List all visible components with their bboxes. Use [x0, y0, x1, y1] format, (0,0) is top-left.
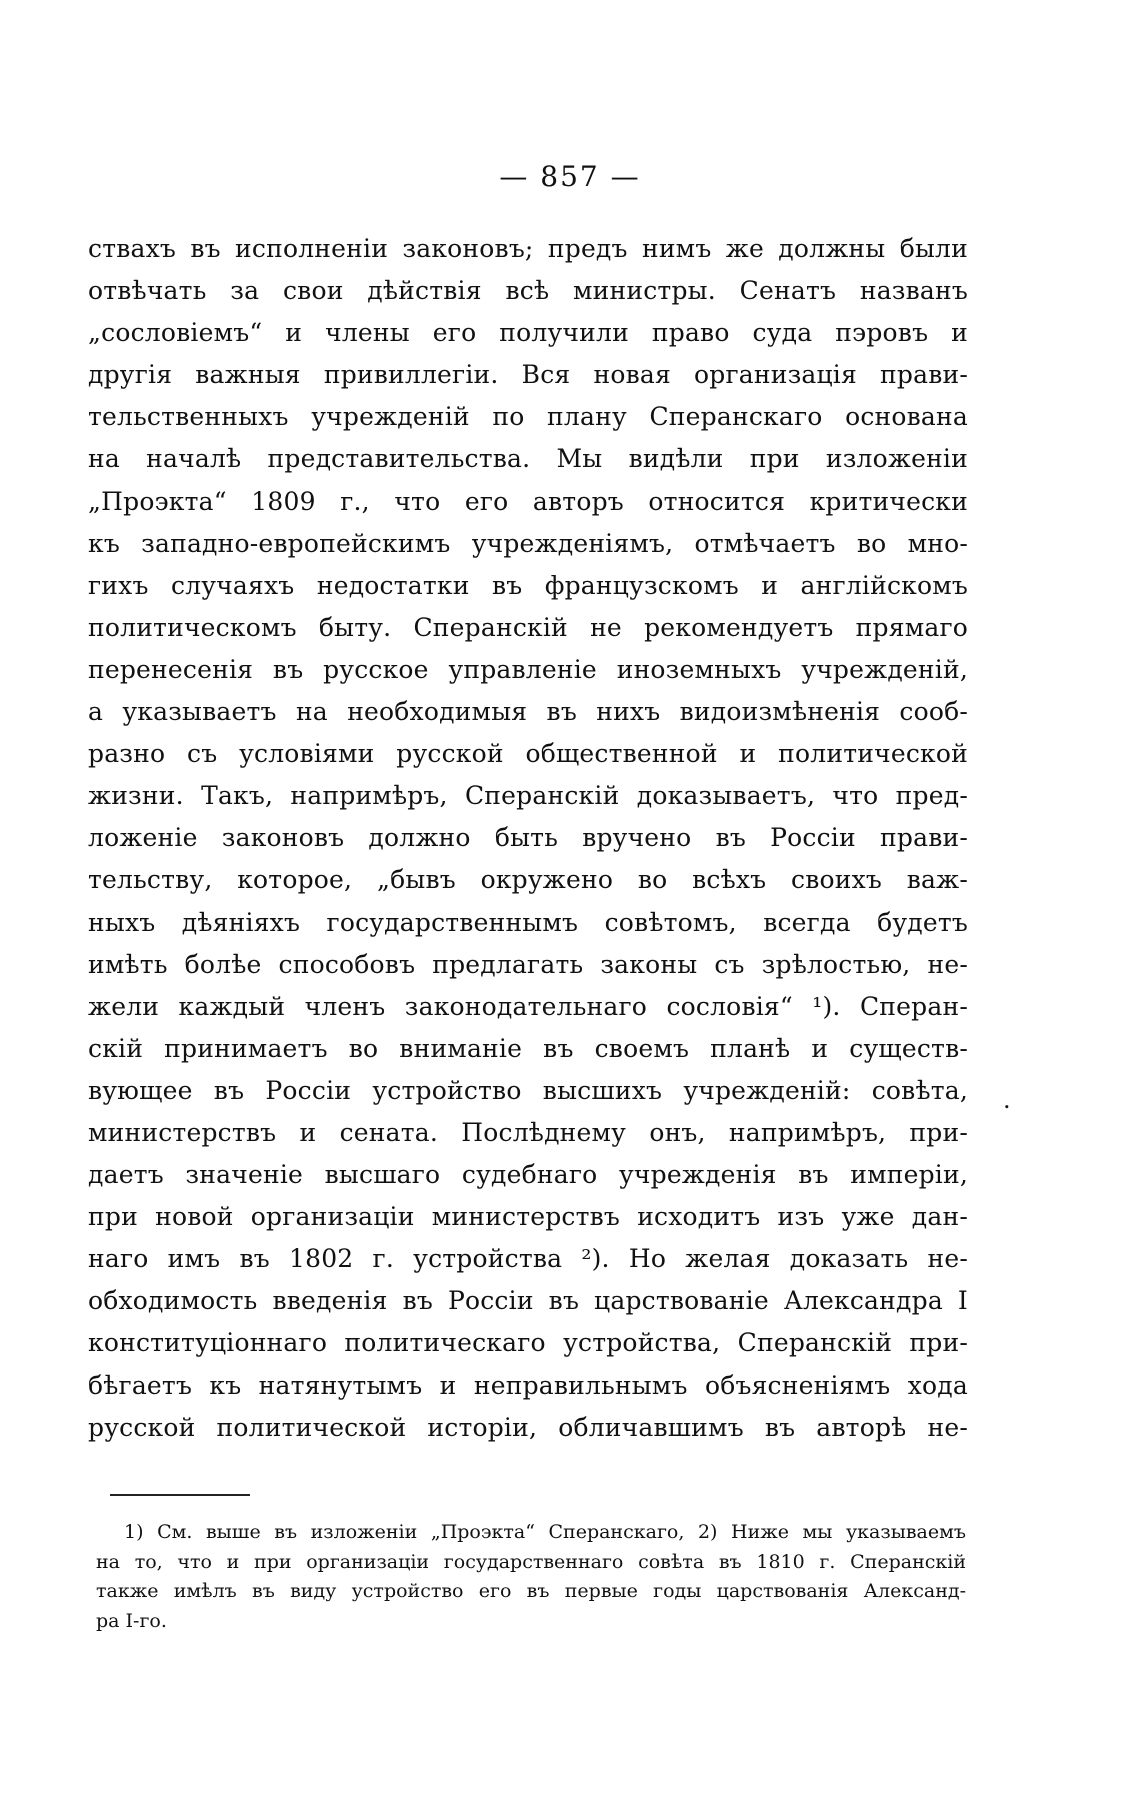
- text-line: вующее въ Россіи устройство высшихъ учрежденій: совѣта,: [88, 1075, 968, 1105]
- footnote-line: на то, что и при организаціи государственнаго совѣта въ 1810 г. Сперанскій: [96, 1550, 966, 1573]
- footnotes: [96, 1518, 966, 1636]
- page-number: — 857 —: [499, 160, 641, 193]
- text-line: отвѣчать за свои дѣйствія всѣ министры. Сенатъ названъ: [88, 276, 968, 306]
- text-line: тельству, которое, „бывъ окружено во всѣхъ своихъ важ-: [88, 865, 968, 895]
- text-line: другія важныя привиллегіи. Вся новая организація прави-: [88, 360, 968, 390]
- text-line: конституціоннаго политическаго устройства, Сперанскій при-: [88, 1328, 968, 1358]
- text-line: русской политической исторіи, обличавшимъ въ авторѣ не-: [88, 1412, 968, 1442]
- text-line: перенесенія въ русское управленіе иноземныхъ учрежденій,: [88, 654, 968, 684]
- text-line: разно съ условіями русской общественной и политической: [88, 739, 968, 769]
- text-line: ствахъ въ исполненіи законовъ; предъ нимъ же должны были: [88, 234, 968, 263]
- text-line: наго имъ въ 1802 г. устройства ²). Но желая доказать не-: [88, 1244, 968, 1274]
- text-line: ложеніе законовъ должно быть вручено въ Россіи прави-: [88, 823, 968, 853]
- text-line: министерствъ и сената. Послѣднему онъ, напримѣръ, при-: [88, 1117, 968, 1147]
- text-line: жели каждый членъ законодательнаго сословія“ ¹). Сперан-: [88, 991, 968, 1021]
- text-line: обходимость введенія въ Россіи въ царствованіе Александра I: [88, 1286, 968, 1316]
- text-line: даетъ значеніе высшаго судебнаго учрежденія въ имперіи,: [88, 1160, 968, 1190]
- text-line: имѣть болѣе способовъ предлагать законы съ зрѣлостью, не-: [88, 949, 968, 979]
- footnote-line: ра I-го.: [96, 1609, 167, 1632]
- footnote-line: также имѣлъ въ виду устройство его въ первые годы царствованія Александ-: [96, 1580, 966, 1602]
- text-line: „Проэкта“ 1809 г., что его авторъ относится критически: [88, 486, 968, 516]
- text-line: на началѣ представительства. Мы видѣли при изложеніи: [88, 444, 968, 474]
- main-text: [88, 228, 968, 1449]
- text-line: скій принимаетъ во вниманіе въ своемъ планѣ и существ-: [88, 1033, 968, 1063]
- text-line: при новой организаціи министерствъ исходитъ изъ уже дан-: [88, 1202, 968, 1232]
- text-line: ныхъ дѣяніяхъ государственнымъ совѣтомъ, всегда будетъ: [88, 907, 968, 937]
- text-line: бѣгаетъ къ натянутымъ и неправильнымъ объясненіямъ хода: [88, 1370, 968, 1400]
- text-line: гихъ случаяхъ недостатки въ французскомъ и англійскомъ: [88, 570, 968, 600]
- text-line: а указываетъ на необходимыя въ нихъ видоизмѣненія сооб-: [88, 697, 968, 727]
- footnote-divider: [110, 1494, 250, 1496]
- text-line: тельственныхъ учрежденій по плану Сперанскаго основана: [88, 402, 968, 432]
- text-line: къ западно-европейскимъ учрежденіямъ, отмѣчаетъ во мно-: [88, 528, 968, 558]
- text-line: „сословіемъ“ и члены его получили право суда пэровъ и: [88, 318, 968, 348]
- stray-mark: .: [1003, 1086, 1011, 1114]
- text-line: жизни. Такъ, напримѣръ, Сперанскій доказываетъ, что пред-: [88, 781, 968, 811]
- text-line: политическомъ быту. Сперанскій не рекомендуетъ прямаго: [88, 612, 968, 642]
- footnote-line: 1) См. выше въ изложеніи „Проэкта“ Сперанскаго, 2) Ниже мы указываемъ: [124, 1521, 966, 1543]
